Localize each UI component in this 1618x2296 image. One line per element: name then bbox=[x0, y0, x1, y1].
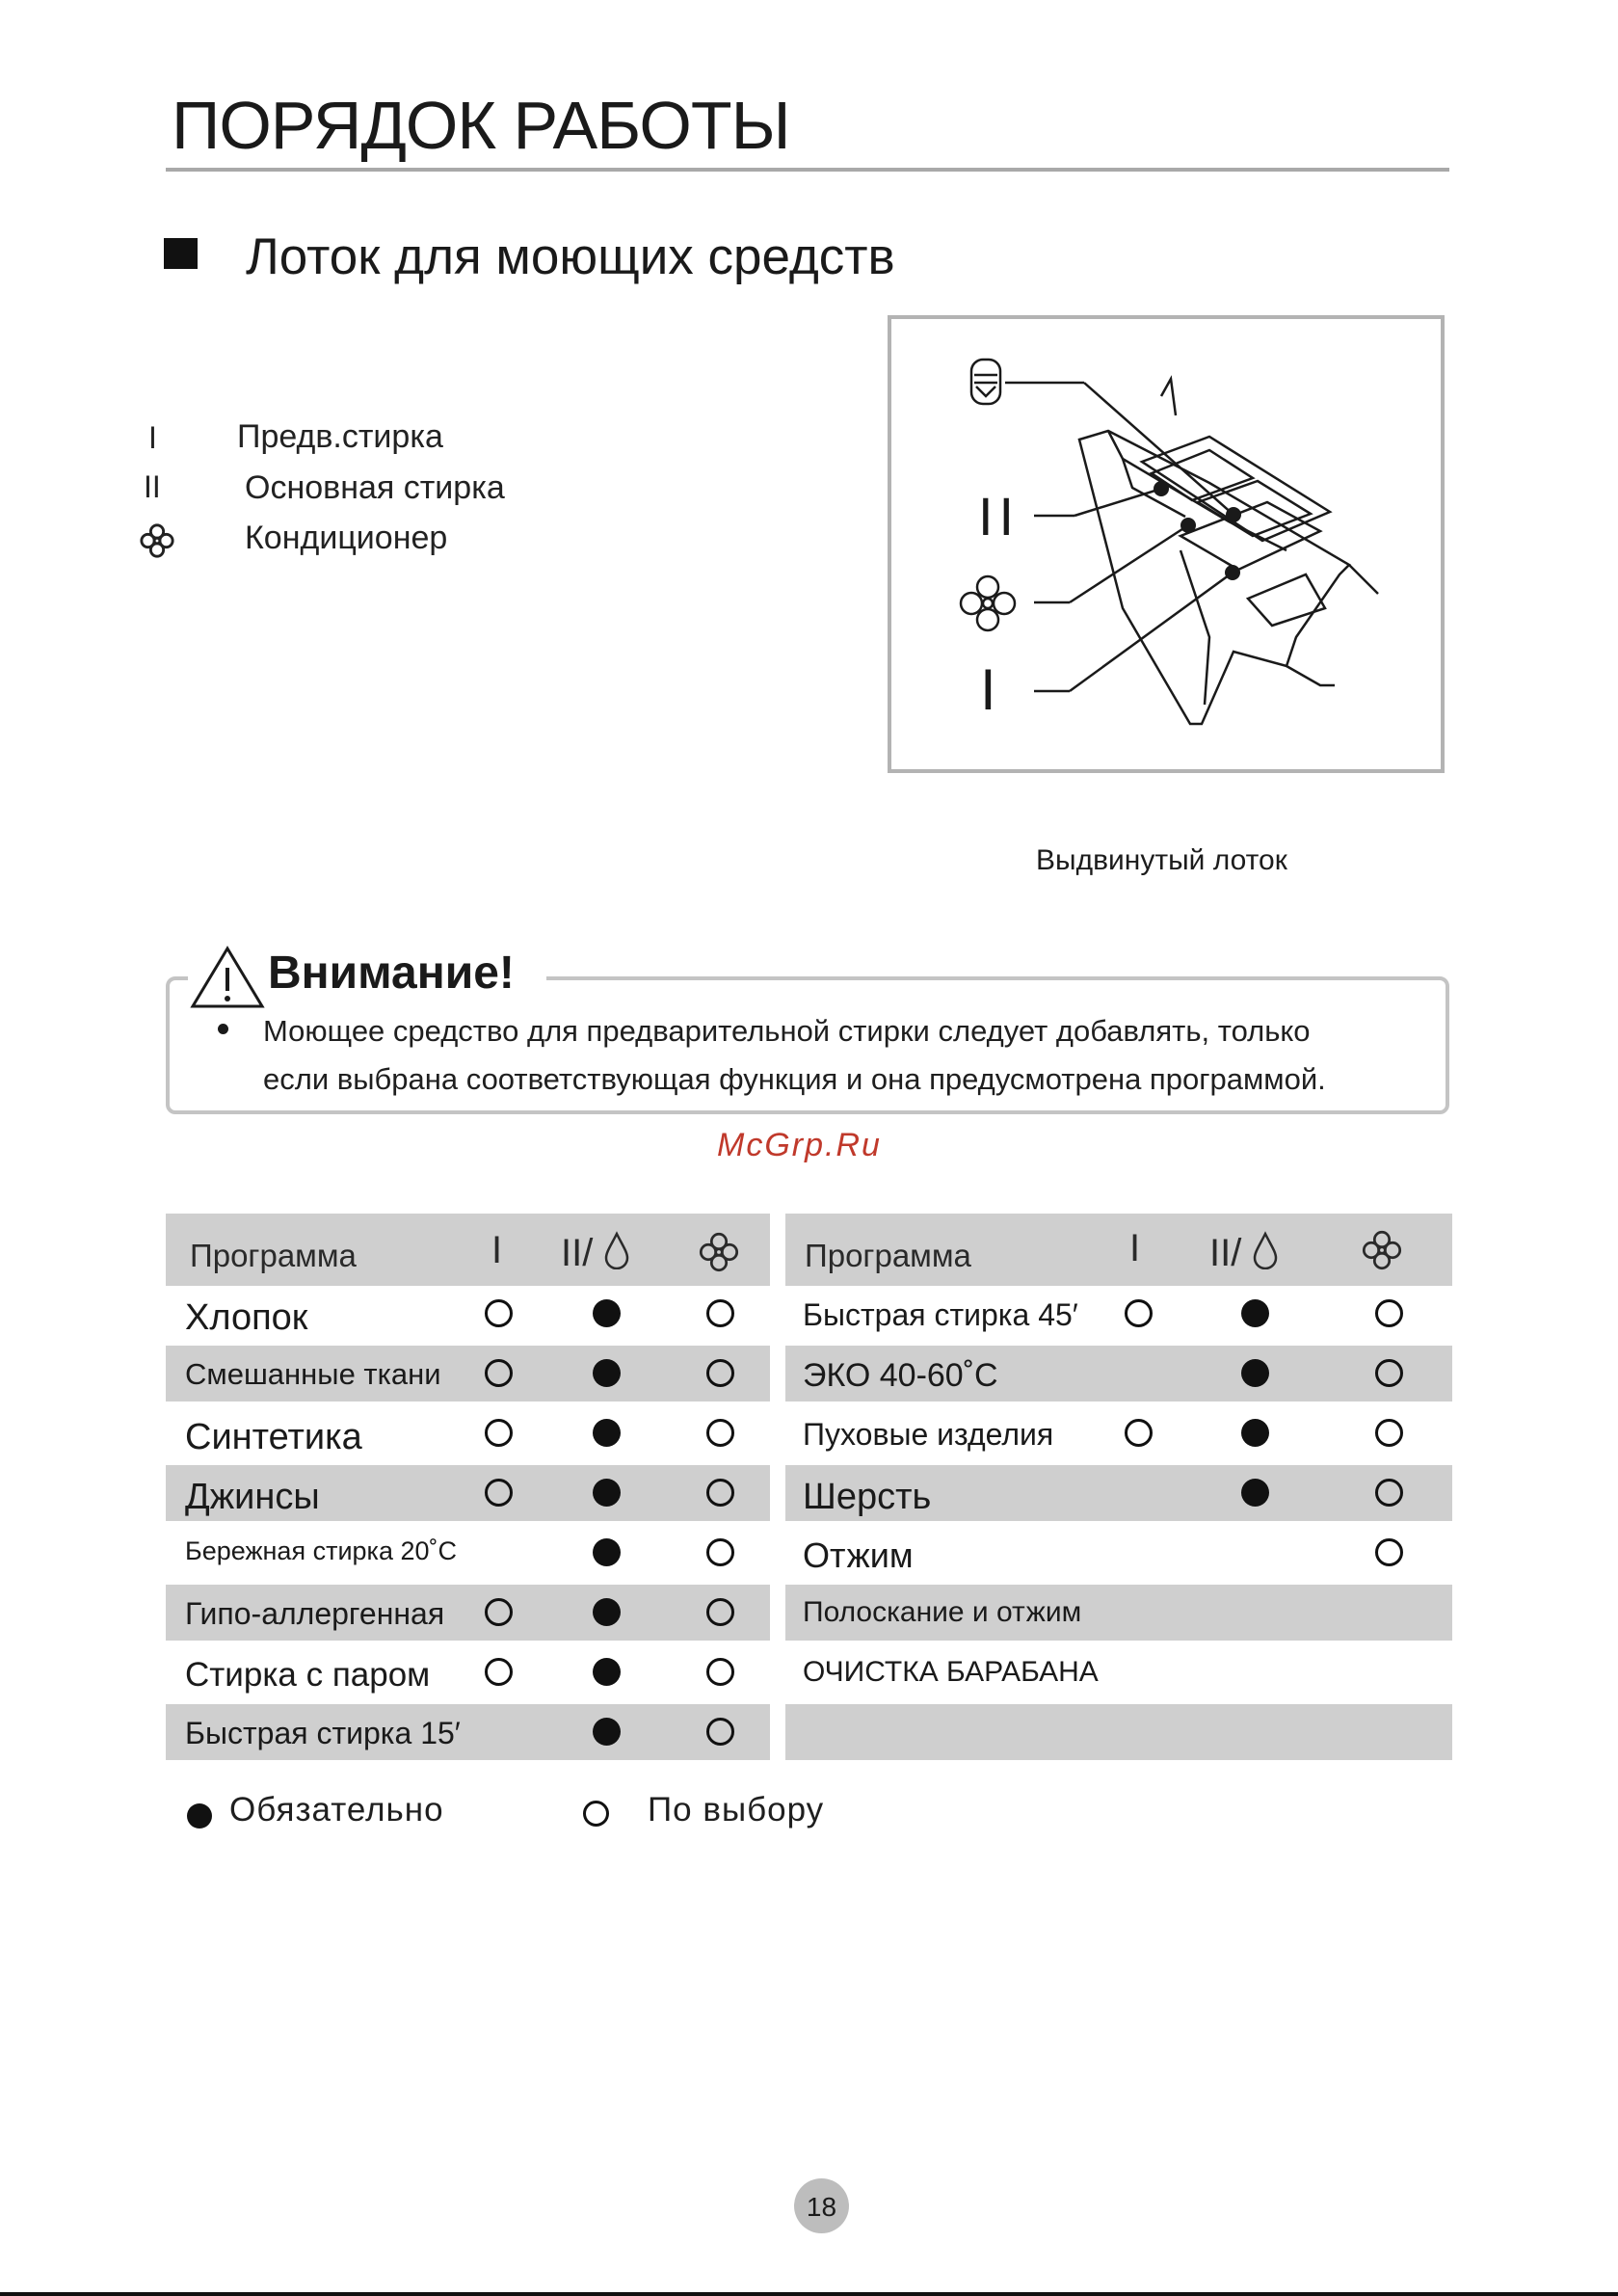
table-row bbox=[785, 1525, 1452, 1581]
required-dot bbox=[1241, 1359, 1269, 1387]
warning-title: Внимание! bbox=[268, 948, 515, 999]
header-mainwash-label: II/ bbox=[1209, 1232, 1242, 1274]
required-dot bbox=[593, 1359, 621, 1387]
program-name: ОЧИСТКА БАРАБАНА bbox=[803, 1656, 1099, 1688]
required-dot bbox=[593, 1419, 621, 1447]
table-header bbox=[166, 1214, 770, 1286]
key-optional-label: По выбору bbox=[648, 1791, 825, 1829]
table-row bbox=[785, 1644, 1452, 1700]
optional-dot bbox=[1375, 1538, 1403, 1566]
optional-dot bbox=[706, 1359, 734, 1387]
page-number: 18 bbox=[806, 2192, 837, 2222]
optional-dot bbox=[1125, 1299, 1153, 1327]
header-mainwash-label: II/ bbox=[561, 1232, 594, 1274]
program-name: Смешанные ткани bbox=[185, 1357, 441, 1391]
flower-icon bbox=[698, 1231, 740, 1273]
table-row bbox=[785, 1286, 1452, 1342]
table-row bbox=[166, 1525, 770, 1581]
optional-dot bbox=[706, 1479, 734, 1507]
program-name: Отжим bbox=[803, 1535, 914, 1575]
optional-dot bbox=[485, 1299, 513, 1327]
optional-dot bbox=[1375, 1299, 1403, 1327]
header-prewash: I bbox=[491, 1229, 503, 1271]
key-required-dot bbox=[187, 1803, 212, 1829]
warning-bullet bbox=[218, 1024, 228, 1034]
diagram-callout-prewash: I bbox=[980, 657, 996, 722]
required-dot bbox=[1241, 1479, 1269, 1507]
warning-text-line-2: если выбрана соответствующая функция и она предусмотрена программой. bbox=[263, 1062, 1326, 1096]
optional-dot bbox=[1125, 1419, 1153, 1447]
flower-icon bbox=[1361, 1229, 1403, 1271]
warning-text-line-1: Моющее средство для предварительной стирки следует добавлять, только bbox=[263, 1014, 1311, 1048]
required-dot bbox=[593, 1299, 621, 1327]
title-underline bbox=[166, 168, 1449, 172]
legend-label-softener: Кондиционер bbox=[245, 520, 448, 556]
table-row bbox=[166, 1405, 770, 1461]
table-row bbox=[785, 1585, 1452, 1641]
program-name: Гипо-аллергенная bbox=[185, 1596, 445, 1631]
optional-dot bbox=[706, 1598, 734, 1626]
required-dot bbox=[593, 1598, 621, 1626]
optional-dot bbox=[485, 1479, 513, 1507]
table-row bbox=[166, 1346, 770, 1402]
program-name: Быстрая стирка 45′ bbox=[803, 1297, 1078, 1332]
header-mainwash bbox=[561, 1231, 630, 1272]
header-program: Программа bbox=[190, 1238, 357, 1273]
program-name: Быстрая стирка 15′ bbox=[185, 1716, 461, 1750]
table-header bbox=[785, 1214, 1452, 1286]
drop-icon bbox=[603, 1231, 630, 1269]
required-dot bbox=[1241, 1299, 1269, 1327]
flower-icon bbox=[139, 522, 175, 559]
table-row bbox=[785, 1405, 1452, 1461]
optional-dot bbox=[485, 1598, 513, 1626]
table-row bbox=[785, 1465, 1452, 1521]
program-name: Шерсть bbox=[803, 1477, 932, 1517]
detergent-drawer-illustration bbox=[891, 319, 1441, 769]
program-name: ЭКО 40-60˚С bbox=[803, 1357, 998, 1394]
program-name: Пуховые изделия bbox=[803, 1417, 1054, 1452]
required-dot bbox=[593, 1538, 621, 1566]
key-required-label: Обязательно bbox=[229, 1791, 444, 1829]
table-row bbox=[166, 1585, 770, 1641]
program-name: Полоскание и отжим bbox=[803, 1596, 1082, 1628]
required-dot bbox=[593, 1479, 621, 1507]
table-row bbox=[166, 1465, 770, 1521]
required-dot bbox=[1241, 1419, 1269, 1447]
optional-dot bbox=[706, 1718, 734, 1746]
optional-dot bbox=[485, 1359, 513, 1387]
program-name: Хлопок bbox=[185, 1297, 308, 1338]
diagram-caption: Выдвинутый лоток bbox=[1036, 844, 1287, 876]
optional-dot bbox=[485, 1419, 513, 1447]
optional-dot bbox=[485, 1658, 513, 1686]
legend-label-prewash: Предв.стирка bbox=[237, 418, 443, 455]
header-program: Программа bbox=[805, 1238, 971, 1273]
optional-dot bbox=[706, 1538, 734, 1566]
page-title: ПОРЯДОК РАБОТЫ bbox=[172, 88, 790, 163]
program-name: Бережная стирка 20˚С bbox=[185, 1536, 457, 1565]
optional-dot bbox=[706, 1299, 734, 1327]
program-name: Синтетика bbox=[185, 1417, 362, 1457]
required-dot bbox=[593, 1658, 621, 1686]
optional-dot bbox=[1375, 1419, 1403, 1447]
optional-dot bbox=[1375, 1479, 1403, 1507]
watermark: McGrp.Ru bbox=[717, 1127, 882, 1163]
optional-dot bbox=[706, 1419, 734, 1447]
key-optional-dot bbox=[583, 1801, 609, 1827]
optional-dot bbox=[1375, 1359, 1403, 1387]
warning-triangle-icon bbox=[189, 945, 266, 1010]
drawer-diagram-frame bbox=[888, 315, 1445, 773]
drop-icon bbox=[1252, 1231, 1279, 1269]
section-title: Лоток для моющих средств bbox=[246, 228, 895, 285]
legend-symbol-prewash: I bbox=[148, 420, 157, 455]
table-row bbox=[785, 1704, 1452, 1760]
section-bullet-square bbox=[164, 238, 198, 269]
header-mainwash bbox=[1209, 1231, 1279, 1272]
optional-dot bbox=[706, 1658, 734, 1686]
table-row bbox=[166, 1286, 770, 1342]
required-dot bbox=[593, 1718, 621, 1746]
legend-label-mainwash: Основная стирка bbox=[245, 469, 505, 506]
table-row bbox=[785, 1346, 1452, 1402]
page-bottom-rule bbox=[0, 2292, 1618, 2296]
header-prewash: I bbox=[1129, 1227, 1141, 1269]
legend-symbol-mainwash: II bbox=[144, 469, 161, 504]
program-name: Стирка с паром bbox=[185, 1656, 431, 1694]
table-row bbox=[166, 1704, 770, 1760]
diagram-callout-mainwash: II bbox=[978, 486, 1021, 547]
table-row bbox=[166, 1644, 770, 1700]
program-name: Джинсы bbox=[185, 1477, 320, 1517]
